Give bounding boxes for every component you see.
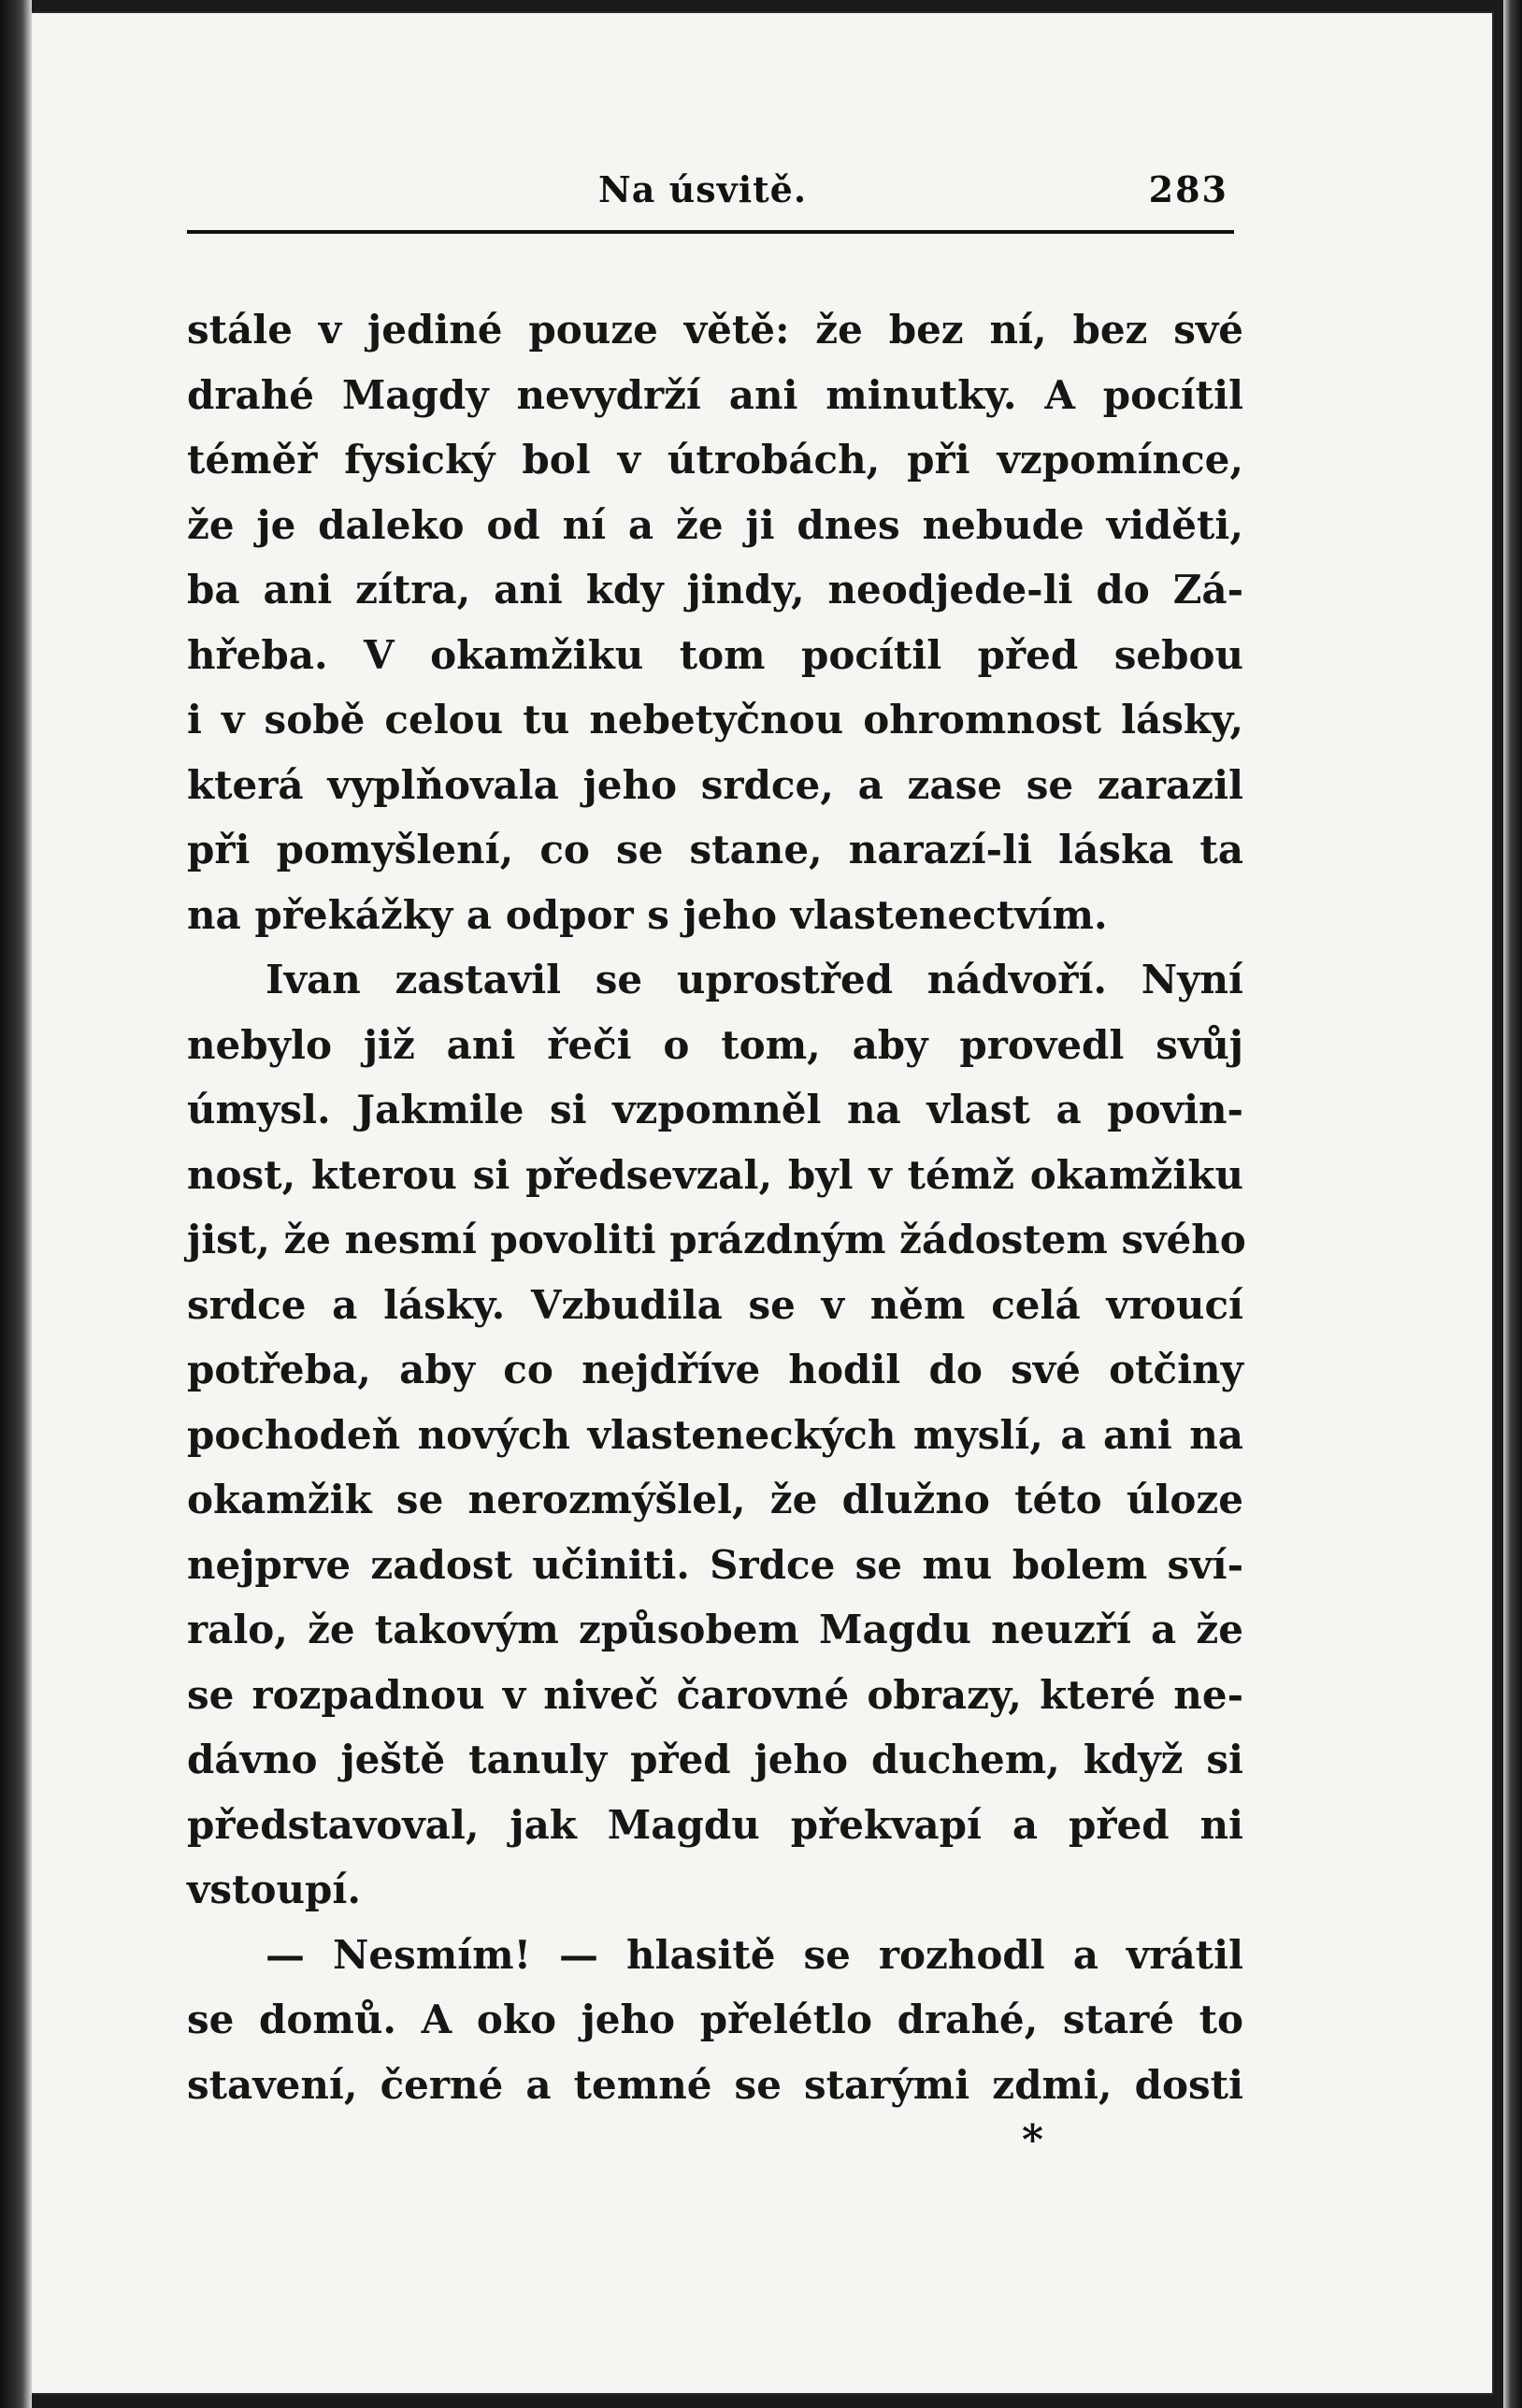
running-title: Na úsvitě. — [598, 168, 808, 210]
text-line: drahé Magdy nevydrží ani minutky. A pocítil — [187, 371, 1243, 418]
page-number: 283 — [1148, 168, 1228, 210]
header-rule — [187, 230, 1234, 234]
text-line: potřeba, aby co nejdříve hodil do své otčiny — [187, 1347, 1243, 1392]
text-line: téměř fysický bol v útrobách, při vzpomínce, — [187, 437, 1243, 483]
text-line: ralo, že takovým způsobem Magdu neuzří a že — [187, 1607, 1243, 1652]
text-line: nejprve zadost učiniti. Srdce se mu bolem sví- — [187, 1541, 1243, 1588]
text-line: nost, kterou si předsevzal, byl v témž okamžiku — [187, 1151, 1243, 1198]
text-line: jist, že nesmí povoliti prázdným žádostem svého — [187, 1217, 1246, 1262]
text-line: se domů. A oko jeho přelétlo drahé, staré to — [187, 1997, 1243, 2042]
text-line: na překážky a odpor s jeho vlastenectvím. — [187, 891, 1108, 938]
book-spine-shadow — [0, 0, 32, 2408]
text-line: hřeba. V okamžiku tom pocítil před sebou — [187, 631, 1243, 678]
text-line: se rozpadnou v niveč čarovné obrazy, které ne- — [187, 1671, 1243, 1718]
page-edge-shadow — [1503, 0, 1522, 2408]
text-line: nebylo již ani řeči o tom, aby provedl svůj — [187, 1021, 1243, 1068]
text-line: vstoupí. — [187, 1867, 361, 1912]
text-line: při pomyšlení, co se stane, narazí-li láska ta — [187, 827, 1243, 872]
text-line: — Nesmím! — hlasitě se rozhodl a vrátil — [266, 1931, 1243, 1978]
text-line: stavení, černé a temné se starými zdmi, dosti — [187, 2061, 1243, 2108]
running-header — [187, 168, 1234, 215]
text-line: představoval, jak Magdu překvapí a před ni — [187, 1801, 1243, 1848]
text-line: pochodeň nových vlasteneckých myslí, a ani na — [187, 1411, 1243, 1458]
signature-mark: * — [1022, 2116, 1044, 2164]
text-line: stále v jediné pouze větě: že bez ní, bez své — [187, 307, 1243, 353]
text-line: že je daleko od ní a že ji dnes nebude viděti, — [187, 501, 1243, 548]
text-line: ba ani zítra, ani kdy jindy, neodjede-li do Zá- — [187, 567, 1243, 613]
text-line: Ivan zastavil se uprostřed nádvoří. Nyní — [266, 957, 1243, 1002]
body-text — [187, 297, 1246, 2117]
text-line: která vyplňovala jeho srdce, a zase se zarazil — [187, 761, 1243, 808]
text-line: srdce a lásky. Vzbudila se v něm celá vroucí — [187, 1281, 1243, 1328]
text-line: úmysl. Jakmile si vzpomněl na vlast a povin- — [187, 1087, 1243, 1132]
text-line: i v sobě celou tu nebetyčnou ohromnost lásky, — [187, 697, 1243, 743]
text-line: dávno ještě tanuly před jeho duchem, když si — [187, 1737, 1243, 1782]
text-line: okamžik se nerozmýšlel, že dlužno této úloze — [187, 1477, 1243, 1522]
